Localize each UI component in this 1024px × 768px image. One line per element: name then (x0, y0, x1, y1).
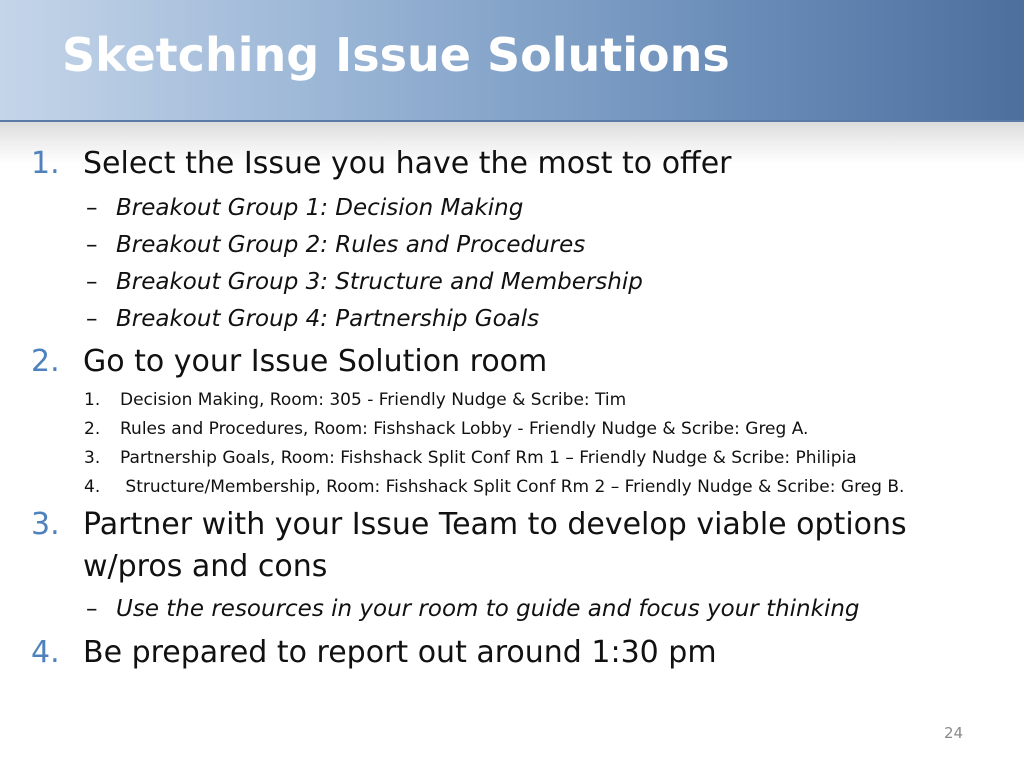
breakout-group-text: Breakout Group 2: Rules and Procedures (116, 232, 586, 258)
step-text: Select the Issue you have the most to offer (83, 146, 732, 181)
room-number: 3. (84, 448, 101, 468)
step-text: Go to your Issue Solution room (83, 344, 548, 379)
step-text: w/pros and cons (83, 549, 328, 584)
breakout-group-text: Breakout Group 1: Decision Making (116, 195, 524, 221)
room-text: Partnership Goals, Room: Fishshack Split Conf Rm 1 – Friendly Nudge & Scribe: Philipia (120, 448, 857, 468)
slide-title: Sketching Issue Solutions (62, 28, 730, 82)
breakout-group-text: Breakout Group 3: Structure and Membership (116, 269, 643, 295)
resource-text: Use the resources in your room to guide and focus your thinking (116, 596, 860, 622)
step-number: 4. (31, 635, 60, 670)
dash-bullet: – (86, 596, 98, 622)
room-text: Structure/Membership, Room: Fishshack Split Conf Rm 2 – Friendly Nudge & Scribe: Greg B. (120, 477, 905, 497)
dash-bullet: – (86, 306, 98, 332)
room-number: 1. (84, 390, 101, 410)
dash-bullet: – (86, 269, 98, 295)
room-number: 4. (84, 477, 101, 497)
dash-bullet: – (86, 195, 98, 221)
page-number: 24 (944, 724, 964, 742)
breakout-group-text: Breakout Group 4: Partnership Goals (116, 306, 540, 332)
room-text: Decision Making, Room: 305 - Friendly Nudge & Scribe: Tim (120, 390, 627, 410)
room-number: 2. (84, 419, 101, 439)
step-number: 2. (31, 344, 60, 379)
room-text: Rules and Procedures, Room: Fishshack Lobby - Friendly Nudge & Scribe: Greg A. (120, 419, 809, 439)
dash-bullet: – (86, 232, 98, 258)
step-text: Be prepared to report out around 1:30 pm (83, 635, 717, 670)
step-text: Partner with your Issue Team to develop viable options (83, 507, 907, 542)
step-number: 1. (31, 146, 60, 181)
step-number: 3. (31, 507, 60, 542)
